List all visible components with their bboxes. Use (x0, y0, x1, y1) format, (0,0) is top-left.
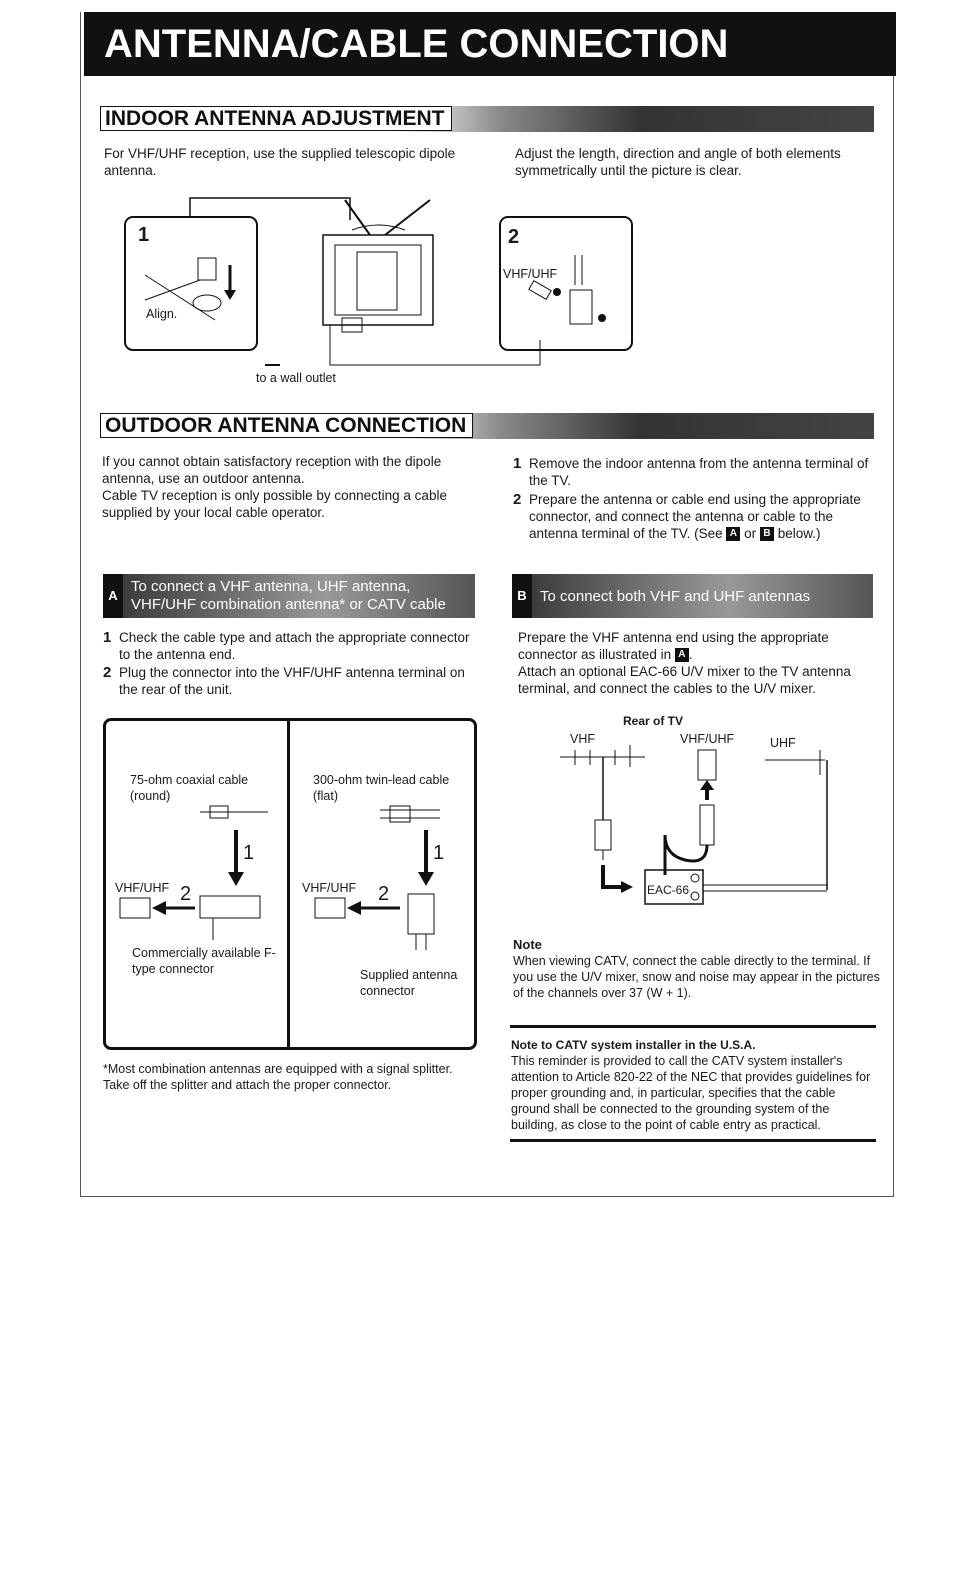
section-a-steps (103, 629, 475, 698)
note-text: When viewing CATV, connect the cable directly to the terminal. If you use the U/V mixer, snow and noise may appear in the pictures of the channels over 37 (W + 1). (513, 954, 880, 1000)
vhf-label: VHF (570, 732, 595, 746)
indoor-heading: INDOOR ANTENNA ADJUSTMENT (100, 106, 452, 131)
outdoor-heading: OUTDOOR ANTENNA CONNECTION (100, 413, 473, 438)
outdoor-left-p2: Cable TV reception is only possible by connecting a cable supplied by your local cable operator. (102, 488, 447, 520)
ref-a-badge-b: A (675, 648, 689, 662)
indoor-heading-bar (100, 106, 874, 132)
section-a-step-1: 1 Check the cable type and attach the appropriate connector to the antenna end. (103, 629, 470, 662)
f-connector-label: Commercially available F-type connector (132, 946, 276, 976)
antenna-connector-label: Supplied antenna connector (360, 968, 458, 998)
ref-a-badge: A (726, 527, 740, 541)
installer-note-text: This reminder is provided to call the CATV system installer's attention to Article 820-22 of the NEC that provides guidelines for proper grounding and, in particular, specifies that the cable ground shall be connected to the grounding system of the building, as close to the point of cable entry as practical. (511, 1054, 871, 1132)
installer-note-title: Note to CATV system installer in the U.S.A. (511, 1038, 756, 1052)
section-b-heading: To connect both VHF and UHF antennas (540, 588, 811, 605)
footnote: *Most combination antennas are equipped with a signal splitter. Take off the splitter and attach the proper connector. (103, 1062, 453, 1092)
fig2-box (500, 217, 632, 350)
coaxial-cable-label: 75-ohm coaxial cable (round) (130, 773, 249, 803)
page-border-right (893, 12, 894, 1197)
section-b-heading-bar (512, 574, 873, 618)
section-a-connector-figure (110, 800, 470, 950)
wall-outlet-label: to a wall outlet (256, 371, 336, 385)
section-a-step-2: 2 Plug the connector into the VHF/UHF antenna terminal on the rear of the unit. (103, 664, 465, 697)
antenna-connector-icon (408, 894, 434, 934)
step-2-label-left: 2 (180, 883, 192, 905)
outdoor-step-2: 2 Prepare the antenna or cable end using the appropriate connector, and connect the antenna or cable to the antenna terminal of the TV. (See A or B below.) (513, 491, 861, 541)
indoor-antenna-figure (120, 190, 640, 370)
outdoor-heading-bar (100, 413, 874, 439)
outdoor-left-p1: If you cannot obtain satisfactory reception with the dipole antenna, use an outdoor antenna. (102, 454, 442, 486)
indoor-right-text: Adjust the length, direction and angle of both elements symmetrically until the picture is clear. (515, 146, 841, 178)
rear-of-tv-label: Rear of TV (623, 714, 684, 728)
note-title: Note (513, 937, 542, 952)
tv-terminal-icon (698, 750, 716, 780)
step-1-label-right: 1 (433, 842, 445, 864)
page-border-bottom (80, 1196, 894, 1197)
page-title: ANTENNA/CABLE CONNECTION (84, 12, 896, 76)
vhfuhf-terminal-left: VHF/UHF (115, 881, 170, 895)
indoor-left-text: For VHF/UHF reception, use the supplied telescopic dipole antenna. (104, 146, 456, 178)
section-b-badge: B (512, 574, 532, 618)
fig1-number: 1 (138, 224, 150, 246)
section-b-p1: Prepare the VHF antenna end using the appropriate connector as illustrated in A . (518, 630, 829, 662)
step-2-label-right: 2 (378, 883, 390, 905)
page-border-left (80, 12, 81, 1197)
step-1-label-left: 1 (243, 842, 255, 864)
outdoor-steps (513, 455, 875, 542)
section-b-p2: Attach an optional EAC-66 U/V mixer to the TV antenna terminal, and connect the cables to the U/V mixer. (518, 664, 851, 696)
eac66-label: EAC-66 (647, 883, 690, 897)
vhfuhf-terminal-right: VHF/UHF (302, 881, 357, 895)
section-a-badge: A (103, 574, 123, 618)
installer-rule-bottom (510, 1139, 876, 1142)
vhfuhf-label-b: VHF/UHF (680, 732, 735, 746)
twin-lead-cable-label: 300-ohm twin-lead cable (flat) (313, 773, 450, 803)
outdoor-step-1: 1 Remove the indoor antenna from the antenna terminal of the TV. (513, 455, 869, 488)
section-a-heading: To connect a VHF antenna, UHF antenna, VHF/UHF combination antenna* or CATV cable (131, 578, 446, 613)
installer-rule-top (510, 1025, 876, 1028)
f-connector-icon (200, 896, 260, 918)
fig2-number: 2 (508, 226, 520, 248)
uhf-label: UHF (770, 736, 796, 750)
terminal-icon-left (120, 898, 150, 918)
section-a-heading-bar (103, 574, 475, 618)
connector-icon (198, 258, 216, 280)
fig1-align-label: Align. (146, 307, 178, 321)
tv-rear (323, 235, 433, 325)
ref-b-badge: B (760, 527, 774, 541)
section-b-text (518, 629, 876, 697)
mixer-connection-diagram (555, 745, 845, 915)
fig2-vhfuhf-label: VHF/UHF (503, 267, 558, 281)
outdoor-left-text (102, 453, 482, 521)
terminal-icon-right (315, 898, 345, 918)
